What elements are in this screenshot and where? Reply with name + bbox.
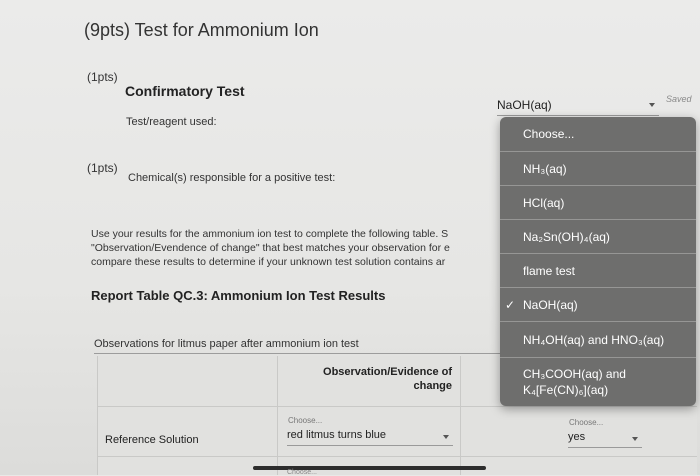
menu-item-na2sn-oh4[interactable]	[500, 219, 696, 253]
test-reagent-value: NaOH(aq)	[497, 98, 552, 112]
menu-item-label: NaOH(aq)	[523, 298, 578, 312]
menu-item-ch3cooh-k4fecn6[interactable]	[500, 357, 696, 406]
result-value: yes	[568, 431, 586, 443]
divider	[94, 353, 504, 354]
menu-item-nh3[interactable]	[500, 151, 696, 185]
chevron-down-icon	[443, 435, 449, 439]
menu-item-flame-test[interactable]	[500, 253, 696, 287]
observation-select[interactable]	[287, 429, 453, 446]
result-select[interactable]	[568, 431, 642, 448]
part1-points: (1pts)	[87, 70, 118, 84]
choose-hint: Choose...	[287, 469, 317, 476]
menu-item-label: Na₂Sn(OH)₄(aq)	[523, 230, 610, 244]
menu-item-label: Choose...	[523, 127, 575, 141]
table-border	[460, 356, 461, 475]
saved-indicator: Saved	[666, 94, 692, 104]
question-title: (9pts) Test for Ammonium Ion	[84, 20, 319, 40]
chemicals-label: Chemical(s) responsible for a positive test:	[128, 172, 336, 184]
table-border	[97, 456, 697, 457]
instructions-line-1: Use your results for the ammonium ion test to complete the following table. S	[91, 228, 449, 240]
table-border	[277, 356, 278, 475]
menu-item-label: NH₃(aq)	[523, 162, 567, 176]
table-border	[97, 356, 98, 475]
row-label-reference: Reference Solution	[105, 434, 199, 446]
instructions-line-2: "Observation/Evendence of change" that best matches your observation for e	[91, 242, 450, 254]
instructions-line-3: compare these results to determine if your unknown test solution contains ar	[91, 256, 446, 268]
menu-item-hcl[interactable]	[500, 185, 696, 219]
part2-points: (1pts)	[87, 161, 118, 175]
menu-item-label: CH₃COOH(aq) and K₄[Fe(CN)₆](aq)	[523, 367, 626, 397]
menu-item-naoh[interactable]	[500, 287, 696, 321]
choose-hint: Choose...	[288, 416, 323, 425]
menu-item-label: NH₄OH(aq) and HNO₃(aq)	[523, 333, 665, 347]
menu-item-choose[interactable]	[500, 117, 696, 151]
chevron-down-icon	[649, 103, 655, 107]
table-border	[97, 406, 697, 407]
menu-item-label: HCl(aq)	[523, 196, 565, 210]
observation-value: red litmus turns blue	[287, 429, 387, 441]
test-reagent-label: Test/reagent used:	[126, 116, 217, 128]
menu-item-label: flame test	[523, 264, 576, 278]
choose-hint: Choose...	[569, 418, 604, 427]
checkmark-icon: ✓	[505, 298, 516, 312]
confirmatory-heading: Confirmatory Test	[125, 83, 245, 99]
column-header-observation: Observation/Evidence of change	[323, 366, 452, 392]
menu-item-nh4oh-hno3[interactable]	[500, 321, 696, 357]
chevron-down-icon	[632, 437, 638, 441]
reagent-dropdown-menu	[500, 117, 696, 406]
test-reagent-select[interactable]	[497, 97, 659, 116]
observations-label: Observations for litmus paper after ammonium ion test	[94, 338, 359, 350]
report-table-title: Report Table QC.3: Ammonium Ion Test Results	[91, 288, 386, 303]
